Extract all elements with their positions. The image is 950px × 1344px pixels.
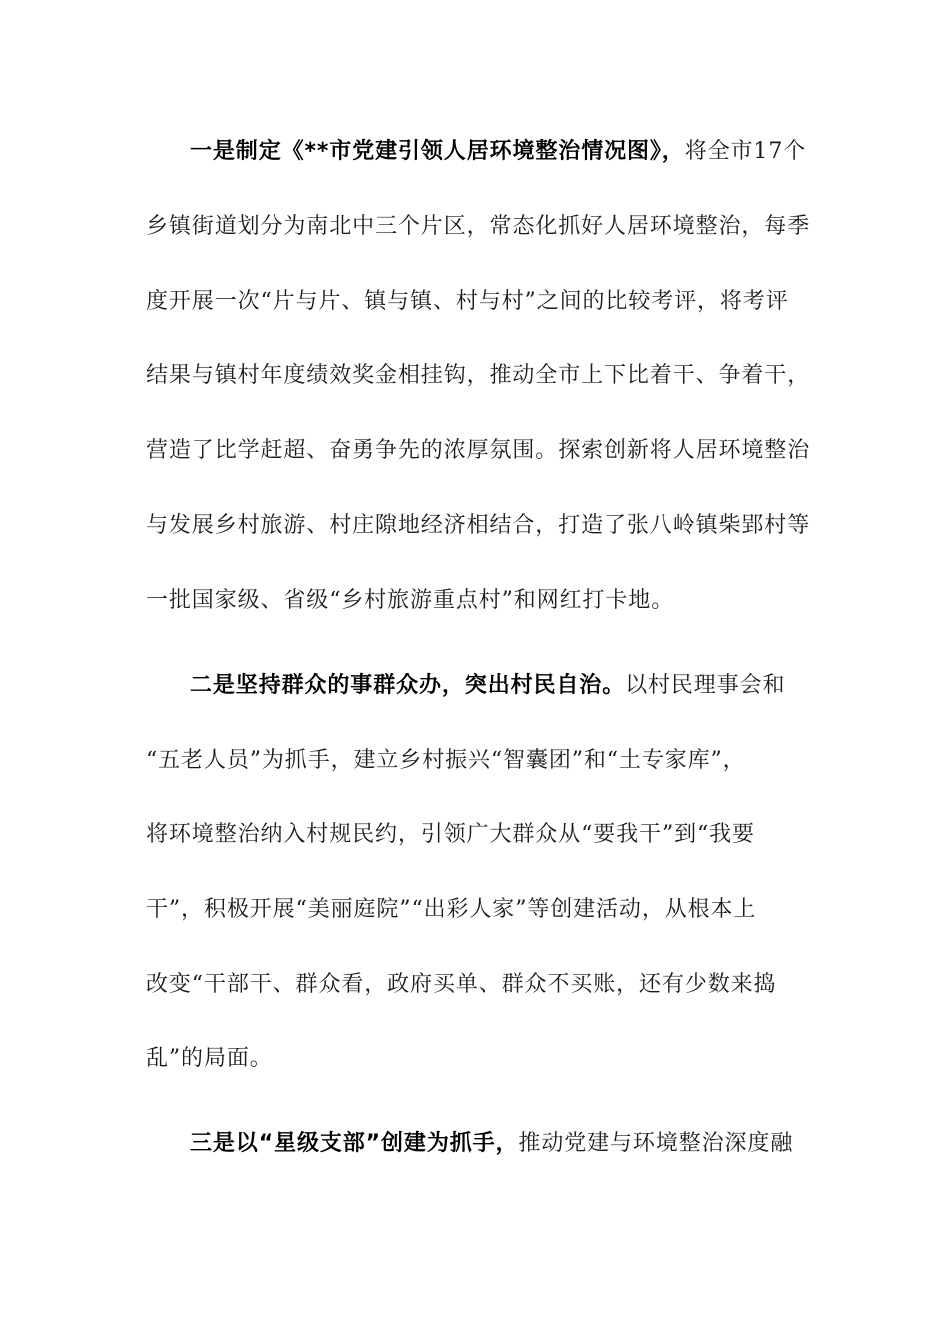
paragraph-1-line-3: 度开展一次“片与片、镇与镇、村与村”之间的比较考评，将考评 <box>146 289 789 314</box>
paragraph-1-lead: 一是制定《**市党建引领人居环境整治情况图》， <box>190 139 685 164</box>
paragraph-2-line-4: 干”，积极开展“美丽庭院”“出彩人家”等创建活动，从根本上 <box>146 897 757 922</box>
paragraph-3-text: 推动党建与环境整治深度融 <box>518 1131 794 1156</box>
paragraph-1-line-7: 一批国家级、省级“乡村旅游重点村”和网红打卡地。 <box>146 588 675 613</box>
paragraph-3-lead: 三是以“星级支部”创建为抓手， <box>190 1131 519 1156</box>
paragraph-2-line-2: “五老人员”为抓手，建立乡村振兴“智囊团”和“土专家库”， <box>146 748 746 773</box>
paragraph-2-text: 以村民理事会和 <box>625 673 786 698</box>
paragraph-1-text: 将全市17个 <box>684 139 807 164</box>
paragraph-2-line-5: 改变“干部干、群众看，政府买单、群众不买账，还有少数来捣 <box>146 972 777 997</box>
paragraph-3-line-1 <box>190 1124 806 1164</box>
paragraph-2-line-3: 将环境整治纳入村规民约，引领广大群众从“要我干”到“我要 <box>146 822 755 847</box>
paragraph-1-line-2: 乡镇街道划分为南北中三个片区，常态化抓好人居环境整治，每季 <box>146 214 811 239</box>
paragraph-1-line-5: 营造了比学赶超、奋勇争先的浓厚氛围。探索创新将人居环境整治 <box>146 438 811 463</box>
paragraph-1-line-4: 结果与镇村年度绩效奖金相挂钩，推动全市上下比着干、争着干， <box>146 363 811 388</box>
paragraph-2-line-6: 乱”的局面。 <box>146 1046 273 1071</box>
paragraph-1-line-6: 与发展乡村旅游、村庄隙地经济相结合，打造了张八岭镇柴郢村等 <box>146 513 811 538</box>
paragraph-2-lead: 二是坚持群众的事群众办，突出村民自治。 <box>190 673 626 698</box>
paragraph-1-line-1 <box>190 132 806 172</box>
paragraph-2-line-1 <box>190 666 806 706</box>
